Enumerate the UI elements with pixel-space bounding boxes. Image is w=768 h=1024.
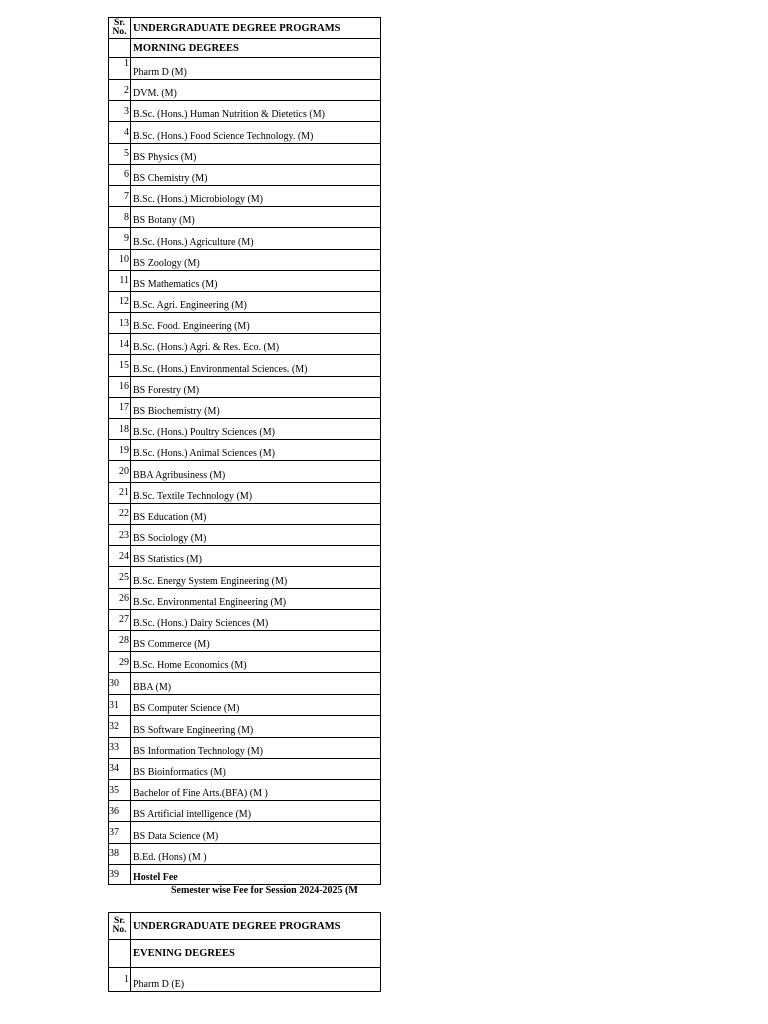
table-row — [109, 185, 381, 206]
table-row — [109, 249, 381, 270]
table-row — [109, 313, 381, 334]
section-title: MORNING DEGREES — [131, 39, 381, 58]
sr-no-cell: 30 — [109, 673, 131, 695]
sr-no-cell: 17 — [109, 397, 131, 418]
table-header-row — [109, 18, 381, 39]
program-name-cell: BS Computer Science (M) — [131, 695, 381, 716]
table-row — [109, 440, 381, 461]
table-title: UNDERGRADUATE DEGREE PROGRAMS — [131, 18, 381, 39]
program-name-cell: B.Sc. (Hons.) Agriculture (M) — [131, 228, 381, 249]
sr-no-cell: 19 — [109, 440, 131, 461]
table-row — [109, 355, 381, 376]
program-name-cell: BS Forestry (M) — [131, 376, 381, 397]
table-row — [109, 482, 381, 503]
program-name-cell: BS Chemistry (M) — [131, 164, 381, 185]
morning-programs-table — [108, 17, 381, 885]
table-row — [109, 419, 381, 440]
sr-no-cell: 6 — [109, 164, 131, 185]
sr-no-cell: 8 — [109, 207, 131, 228]
program-name-cell: BBA Agribusiness (M) — [131, 461, 381, 482]
program-name-cell: Pharm D (M) — [131, 58, 381, 80]
program-name-cell: B.Sc. (Hons.) Environmental Sciences. (M) — [131, 355, 381, 376]
sr-no-cell: 2 — [109, 80, 131, 101]
sr-no-cell: 35 — [109, 780, 131, 801]
program-name-cell: BS Mathematics (M) — [131, 270, 381, 291]
sr-no-cell: 9 — [109, 228, 131, 249]
table-row — [109, 716, 381, 737]
table-row — [109, 376, 381, 397]
program-name-cell: B.Sc. Agri. Engineering (M) — [131, 291, 381, 312]
sr-no-cell: 10 — [109, 249, 131, 270]
sr-no-cell: 33 — [109, 737, 131, 758]
program-name-cell: BS Zoology (M) — [131, 249, 381, 270]
table-row — [109, 780, 381, 801]
program-name-cell: Bachelor of Fine Arts.(BFA) (M ) — [131, 780, 381, 801]
program-name-cell: B.Sc. Environmental Engineering (M) — [131, 588, 381, 609]
table-row — [109, 397, 381, 418]
evening-programs-table — [108, 912, 381, 992]
program-name-cell: B.Sc. (Hons.) Microbiology (M) — [131, 185, 381, 206]
table-row — [109, 58, 381, 80]
sr-no-cell: 16 — [109, 376, 131, 397]
program-name-cell: BBA (M) — [131, 673, 381, 695]
program-name-cell: B.Sc. (Hons.) Food Science Technology. (M) — [131, 122, 381, 143]
table-row — [109, 801, 381, 822]
sr-no-cell: 15 — [109, 355, 131, 376]
table-row — [109, 80, 381, 101]
table-row — [109, 101, 381, 122]
sr-no-cell: 29 — [109, 652, 131, 673]
table-row — [109, 270, 381, 291]
program-name-cell: BS Sociology (M) — [131, 524, 381, 545]
program-name-cell: B.Sc. Food. Engineering (M) — [131, 313, 381, 334]
sr-no-cell: 39 — [109, 864, 131, 884]
table-row — [109, 695, 381, 716]
table-row — [109, 503, 381, 524]
program-name-cell: BS Education (M) — [131, 503, 381, 524]
sr-no-cell: 23 — [109, 524, 131, 545]
sr-no-cell: 20 — [109, 461, 131, 482]
program-name-cell: BS Physics (M) — [131, 143, 381, 164]
table-header-row — [109, 913, 381, 940]
table-row — [109, 864, 381, 884]
sr-no-cell: 36 — [109, 801, 131, 822]
table-row — [109, 291, 381, 312]
table-row — [109, 207, 381, 228]
table-row — [109, 122, 381, 143]
sr-no-cell: 31 — [109, 695, 131, 716]
sr-no-cell: 5 — [109, 143, 131, 164]
program-name-cell: BS Biochemistry (M) — [131, 397, 381, 418]
morning-programs-body — [109, 18, 381, 885]
table-row — [109, 630, 381, 651]
sr-no-cell: 26 — [109, 588, 131, 609]
sr-no-cell: 1 — [109, 58, 131, 80]
sr-no-cell: 25 — [109, 567, 131, 588]
table-row — [109, 143, 381, 164]
program-name-cell: BS Botany (M) — [131, 207, 381, 228]
table-row — [109, 673, 381, 695]
table-row — [109, 737, 381, 758]
table-row — [109, 334, 381, 355]
sr-no-cell: 13 — [109, 313, 131, 334]
section-sr-cell — [109, 39, 131, 58]
program-name-cell: BS Bioinformatics (M) — [131, 758, 381, 779]
program-name-cell: B.Sc. (Hons.) Animal Sciences (M) — [131, 440, 381, 461]
section-sr-cell — [109, 940, 131, 968]
section-row — [109, 39, 381, 58]
table-row — [109, 843, 381, 864]
sr-no-header: Sr. No. — [109, 18, 131, 39]
program-name-cell: B.Sc. Energy System Engineering (M) — [131, 567, 381, 588]
sr-no-cell: 4 — [109, 122, 131, 143]
program-name-cell: B.Sc. Home Economics (M) — [131, 652, 381, 673]
sr-no-cell: 12 — [109, 291, 131, 312]
program-name-cell: B.Sc. (Hons.) Dairy Sciences (M) — [131, 609, 381, 630]
sr-no-cell: 21 — [109, 482, 131, 503]
evening-programs-body — [109, 913, 381, 992]
table-row — [109, 546, 381, 567]
table-row — [109, 609, 381, 630]
program-name-cell: B.Ed. (Hons) (M ) — [131, 843, 381, 864]
sr-no-cell: 38 — [109, 843, 131, 864]
section-title: EVENING DEGREES — [131, 940, 381, 968]
sr-no-cell: 1 — [109, 968, 131, 992]
sr-no-cell: 7 — [109, 185, 131, 206]
sr-no-cell: 37 — [109, 822, 131, 843]
table-row — [109, 164, 381, 185]
sr-no-cell: 28 — [109, 630, 131, 651]
sr-no-cell: 22 — [109, 503, 131, 524]
table-title: UNDERGRADUATE DEGREE PROGRAMS — [131, 913, 381, 940]
sr-no-cell: 11 — [109, 270, 131, 291]
table-row — [109, 228, 381, 249]
table-row — [109, 588, 381, 609]
program-name-cell: B.Sc. Textile Technology (M) — [131, 482, 381, 503]
section-row — [109, 940, 381, 968]
sr-no-cell: 3 — [109, 101, 131, 122]
program-name-cell: BS Artificial intelligence (M) — [131, 801, 381, 822]
program-name-cell: BS Statistics (M) — [131, 546, 381, 567]
sr-no-header: Sr. No. — [109, 913, 131, 940]
table-row — [109, 758, 381, 779]
fee-caption: Semester wise Fee for Session 2024-2025 (M — [171, 885, 358, 896]
program-name-cell: BS Commerce (M) — [131, 630, 381, 651]
sr-no-cell: 27 — [109, 609, 131, 630]
program-name-cell: B.Sc. (Hons.) Agri. & Res. Eco. (M) — [131, 334, 381, 355]
sr-no-cell: 18 — [109, 419, 131, 440]
table-row — [109, 652, 381, 673]
program-name-cell: BS Information Technology (M) — [131, 737, 381, 758]
sr-no-cell: 34 — [109, 758, 131, 779]
sr-no-cell: 32 — [109, 716, 131, 737]
program-name-cell: B.Sc. (Hons.) Poultry Sciences (M) — [131, 419, 381, 440]
program-name-cell: Hostel Fee — [131, 864, 381, 884]
table-row — [109, 968, 381, 992]
table-row — [109, 567, 381, 588]
sr-no-cell: 24 — [109, 546, 131, 567]
table-row — [109, 461, 381, 482]
program-name-cell: B.Sc. (Hons.) Human Nutrition & Dietetics (M) — [131, 101, 381, 122]
program-name-cell: Pharm D (E) — [131, 968, 381, 992]
sr-no-cell: 14 — [109, 334, 131, 355]
table-row — [109, 524, 381, 545]
program-name-cell: BS Data Science (M) — [131, 822, 381, 843]
table-row — [109, 822, 381, 843]
program-name-cell: DVM. (M) — [131, 80, 381, 101]
program-name-cell: BS Software Engineering (M) — [131, 716, 381, 737]
